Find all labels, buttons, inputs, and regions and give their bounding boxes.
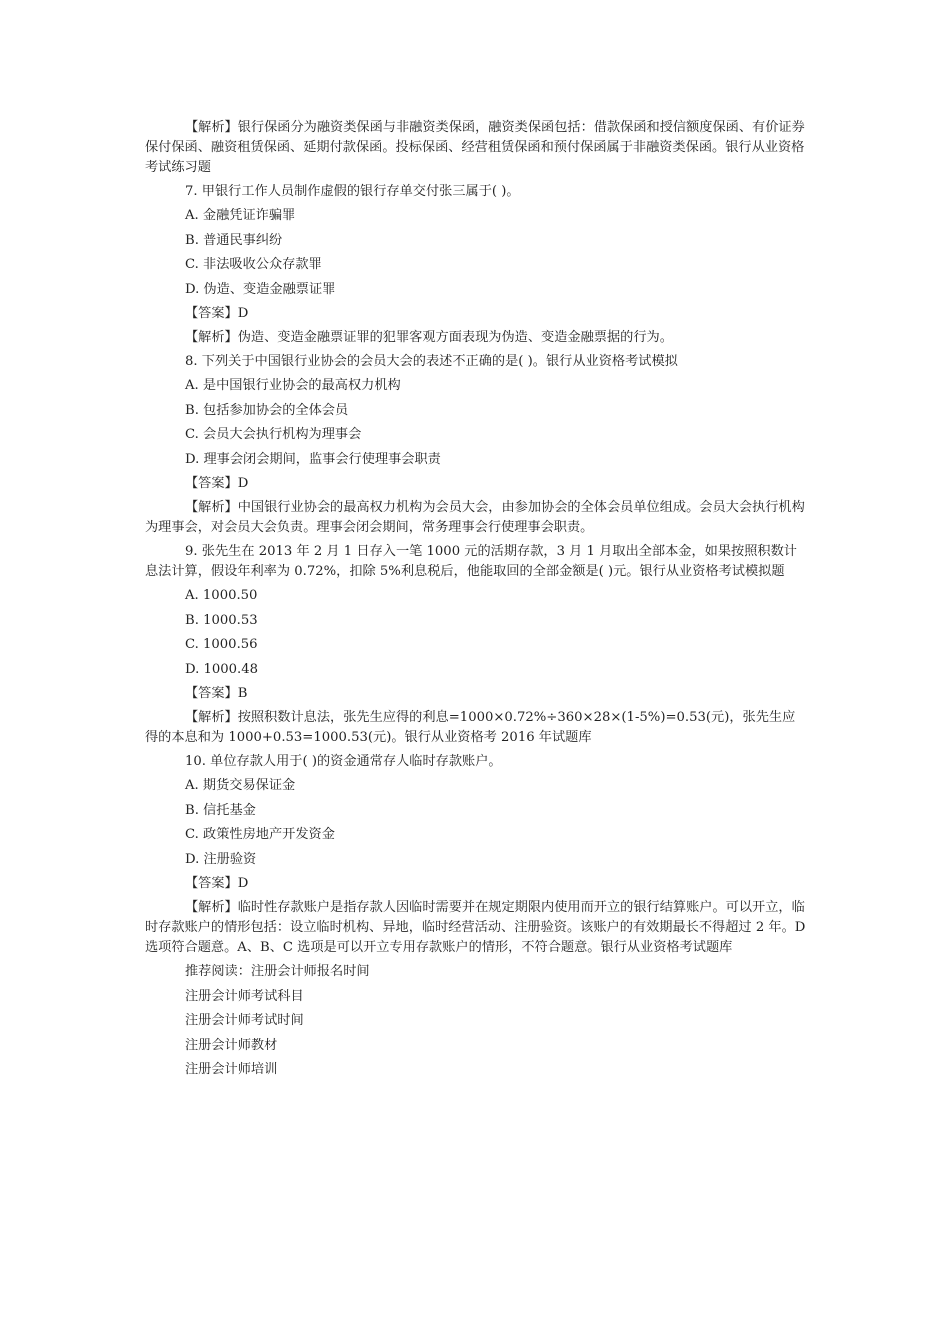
option-b: B. 信托基金 xyxy=(185,802,256,818)
question-text: 10. 单位存款人用于( )的资金通常存人临时存款账户。 xyxy=(185,754,502,769)
recommended-reading xyxy=(145,962,807,1081)
option-c: C. 会员大会执行机构为理事会 xyxy=(185,427,362,442)
question-block-8 xyxy=(145,352,807,538)
option-b: B. 普通民事纠纷 xyxy=(185,232,283,248)
question-text: 7. 甲银行工作人员制作虚假的银行存单交付张三属于( )。 xyxy=(185,184,520,199)
answer: 【答案】D xyxy=(185,876,249,891)
option-d: D. 1000.48 xyxy=(185,661,259,677)
option-a: A. 金融凭证诈骗罪 xyxy=(185,208,296,223)
option-d: D. 理事会闭会期间，监事会行使理事会职责 xyxy=(185,451,441,467)
answer: 【答案】B xyxy=(185,686,248,701)
option-a: A. 是中国银行业协会的最高权力机构 xyxy=(185,378,401,393)
question-text: 9. 张先生在 2013 年 2 月 1 日存入一笔 1000 元的活期存款，3 月 1 月取出全部本金，如果按照积数计息法计算，假设年利率为 0.72%，扣除 5%利息税后，他能取回的全部金额是( )元。银行从业资格考试模拟题 xyxy=(145,544,797,579)
recommended-link[interactable]: 注册会计师培训 xyxy=(185,1062,278,1077)
answer: 【答案】D xyxy=(185,476,249,491)
option-d: D. 伪造、变造金融票证罪 xyxy=(185,281,336,297)
option-b: B. 1000.53 xyxy=(185,612,258,628)
recommended-link[interactable]: 注册会计师考试时间 xyxy=(185,1013,304,1028)
option-a: A. 期货交易保证金 xyxy=(185,778,296,793)
question-block-10 xyxy=(145,752,807,958)
question-block-7 xyxy=(145,182,807,348)
option-a: A. 1000.50 xyxy=(185,588,258,603)
explanation: 【解析】中国银行业协会的最高权力机构为会员大会，由参加协会的全体会员单位组成。会员大会执行机构为理事会，对会员大会负责。理事会闭会期间，常务理事会行使理事会职责。 xyxy=(145,500,805,535)
question-text: 8. 下列关于中国银行业协会的会员大会的表述不正确的是( )。银行从业资格考试模拟 xyxy=(185,354,678,369)
intro-explanation: 【解析】银行保函分为融资类保函与非融资类保函，融资类保函包括：借款保函和授信额度保函、有价证券保付保函、融资租赁保函、延期付款保函。投标保函、经营租赁保函和预付保函属于非融资类保函。银行从业资格考试练习题 xyxy=(145,120,805,175)
explanation: 【解析】临时性存款账户是指存款人因临时需要并在规定期限内使用而开立的银行结算账户。可以开立，临时存款账户的情形包括：设立临时机构、异地，临时经营活动、注册验资。该账户的有效期最长不得超过 2 年。D 选项符合题意。A、B、C 选项是可以开立专用存款账户的情形，不符合题意。银行从业资格考试题库 xyxy=(145,900,806,955)
option-c: C. 非法吸收公众存款罪 xyxy=(185,257,322,272)
option-c: C. 1000.56 xyxy=(185,637,258,652)
recommended-link[interactable]: 注册会计师教材 xyxy=(185,1037,278,1053)
explanation: 【解析】伪造、变造金融票证罪的犯罪客观方面表现为伪造、变造金融票据的行为。 xyxy=(185,330,673,345)
option-b: B. 包括参加协会的全体会员 xyxy=(185,402,349,418)
question-block-9 xyxy=(145,542,807,748)
answer: 【答案】D xyxy=(185,306,249,321)
recommended-label[interactable]: 推荐阅读：注册会计师报名时间 xyxy=(185,964,370,979)
recommended-link[interactable]: 注册会计师考试科目 xyxy=(185,988,304,1004)
option-c: C. 政策性房地产开发资金 xyxy=(185,827,335,842)
option-d: D. 注册验资 xyxy=(185,851,257,867)
explanation: 【解析】按照积数计息法，张先生应得的利息=1000×0.72%÷360×28×(1-5%)=0.53(元)，张先生应得的本息和为 1000+0.53=1000.53(元)。银行从业资格考 2016 年试题库 xyxy=(145,710,796,745)
